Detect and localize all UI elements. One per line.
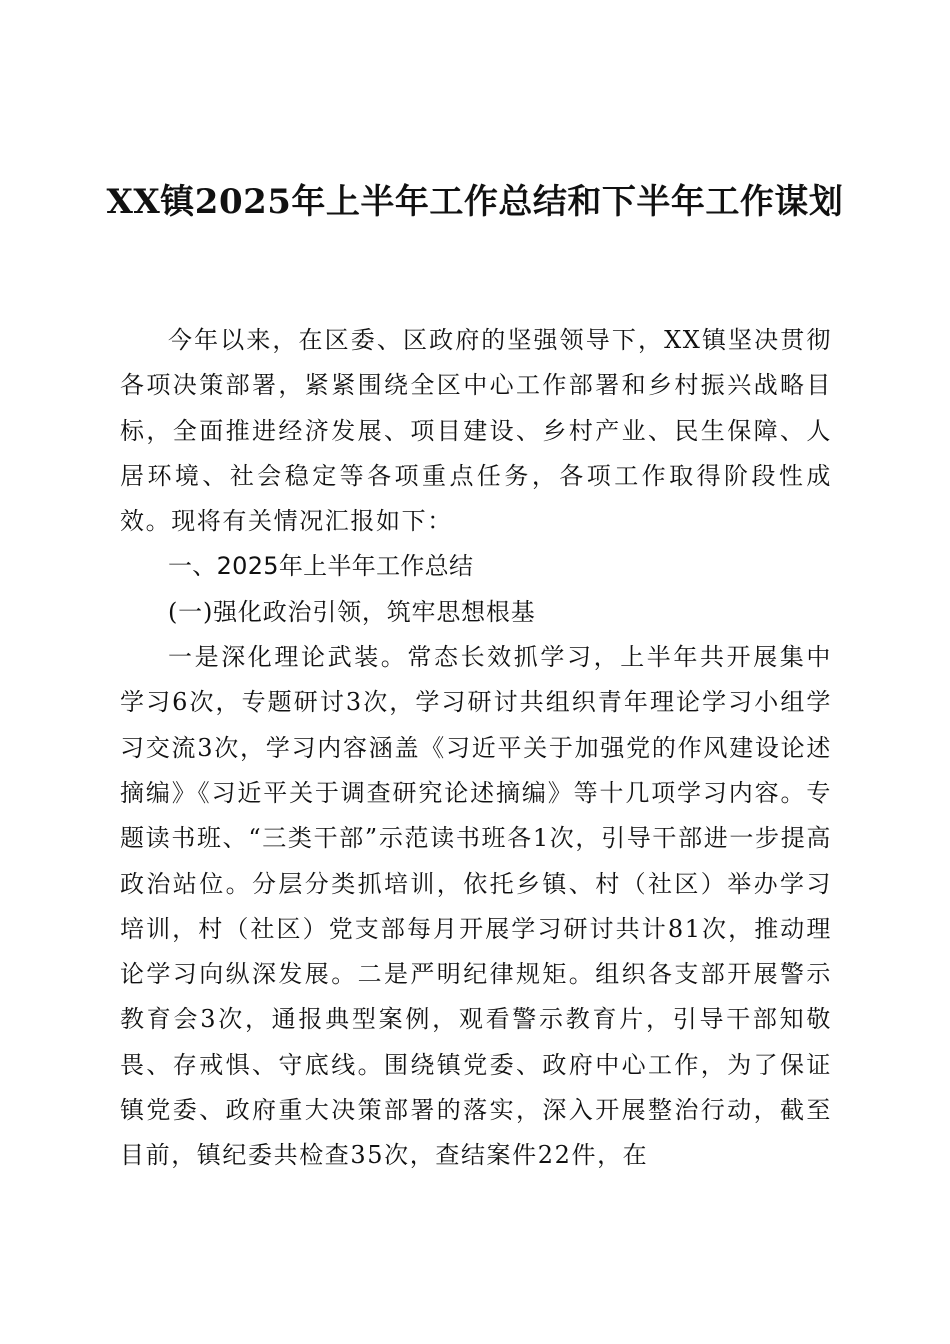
subsection-heading: (一)强化政治引领，筑牢思想根基 xyxy=(168,597,536,626)
document-body xyxy=(120,318,832,1179)
intro-paragraph: 今年以来，在区委、区政府的坚强领导下，XX镇坚决贯彻各项决策部署，紧紧围绕全区中心工作部署和乡村振兴战略目标，全面推进经济发展、项目建设、乡村产业、民生保障、人居环境、社会稳定等各项重点任务，各项工作取得阶段性成效。现将有关情况汇报如下： xyxy=(120,326,832,536)
body-paragraph: 一是深化理论武装。常态长效抓学习，上半年共开展集中学习6次，专题研讨3次，学习研讨共组织青年理论学习小组学习交流3次，学习内容涵盖《习近平关于加强党的作风建设论述摘编》《习近平关于调查研究论述摘编》等十几项学习内容。专题读书班、“三类干部”示范读书班各1次，引导干部进一步提高政治站位。分层分类抓培训，依托乡镇、村（社区）举办学习培训，村（社区）党支部每月开展学习研讨共计81次，推动理论学习向纵深发展。二是严明纪律规矩。组织各支部开展警示教育会3次，通报典型案例，观看警示教育片，引导干部知敬畏、存戒惧、守底线。围绕镇党委、政府中心工作，为了保证镇党委、政府重大决策部署的落实，深入开展整治行动，截至目前，镇纪委共检查35次，查结案件22件，在 xyxy=(120,643,832,1170)
document-title: XX镇2025年上半年工作总结和下半年工作谋划 xyxy=(106,182,844,222)
section-heading: 一、2025年上半年工作总结 xyxy=(168,552,474,581)
